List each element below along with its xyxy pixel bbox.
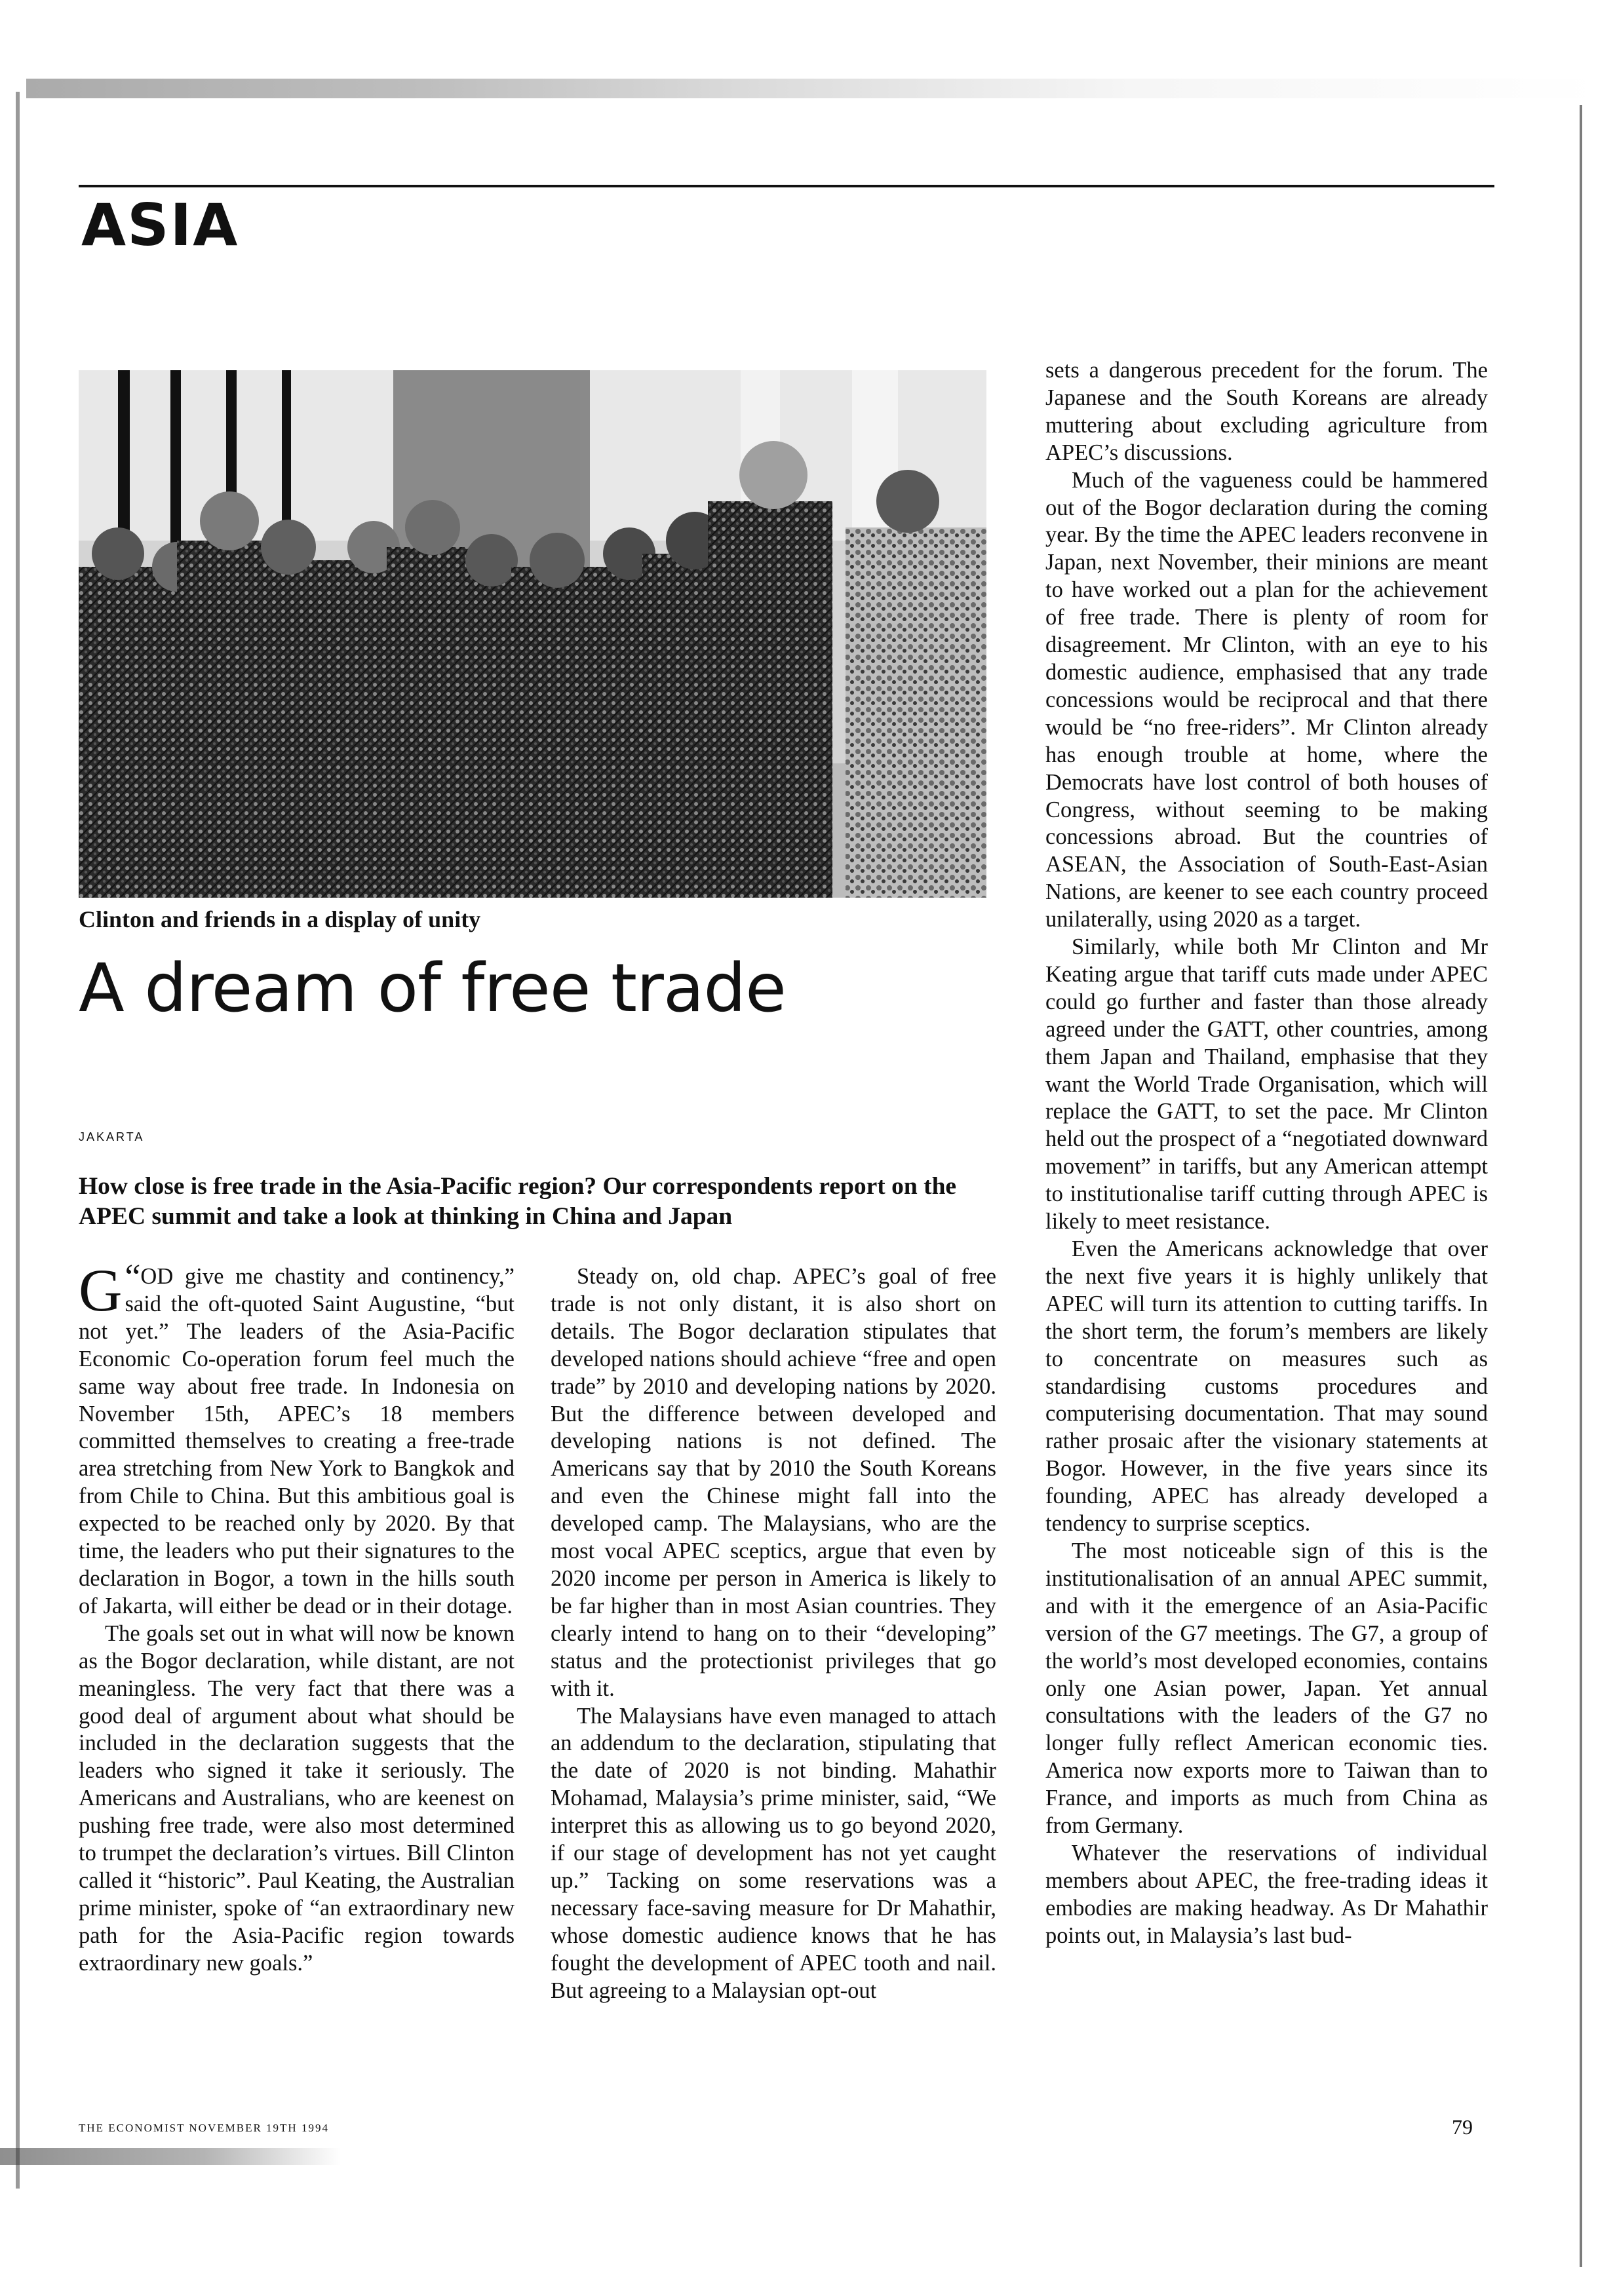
lead-quote-mark: “ <box>125 1257 141 1296</box>
scan-edge-right <box>1580 105 1582 2267</box>
standfirst: How close is free trade in the Asia-Pacific region? Our correspondents report on the APEC summit and take a look at thinking in China and Japan <box>79 1173 957 1231</box>
lead-paragraph-text: OD give me chastity and continency,” said the oft-quoted Saint Augustine, “but not yet.” The leaders of the Asia-Pacific Economic Co-operation forum feel much the same way about free trade. In Indonesia on November 15th, APEC’s 18 members committed themselves to creating a free-trade area stretching from New York to Bangkok and from Chile to China. But this ambitious goal is expected to be reached only by 2020. By that time, the leaders who put their signatures to the declaration in Bogor, a town in the hills south of Jakarta, will either be dead or in their dotage. <box>79 1264 515 1618</box>
section-rule <box>79 185 1494 187</box>
article-paragraph: Even the Americans acknowledge that over the next five years it is highly unlikely that APEC will turn its attention to cutting tariffs. In the short term, the forum’s members are likely to concentrate on measures such as standardising customs procedures and computerising documentation. That may sound rather prosaic after the visionary statements at Bogor. However, in the five years since its founding, APEC has already developed a tendency to surprise sceptics. <box>1045 1236 1488 1537</box>
article-paragraph: Similarly, while both Mr Clinton and Mr Keating argue that tariff cuts made under APEC could go further and faster than those already agreed under the GATT, other countries, among them Japan and Thailand, emphasise that they want the World Trade Organisation, which will replace the GATT, to set the pace. Mr Clinton held out the prospect of a “negotiated downward movement” in tariffs, but any American attempt to institutionalise tariff cutting through APEC is likely to meet resistance. <box>1045 934 1488 1234</box>
dateline: JAKARTA <box>79 1130 145 1143</box>
article-paragraph: The goals set out in what will now be known as the Bogor declaration, while distant, are not meaningless. The very fact that there was a good deal of argument about what should be included in the declaration suggests that the leaders who signed it take it seriously. The Americans and Australians, who are keenest on pushing free trade, were also most determined to trumpet the declaration’s virtues. Bill Clinton called it “historic”. Paul Keating, the Australian prime minister, spoke of “an extraordinary new path for the Asia-Pacific region towards extraordinary new goals.” <box>79 1620 515 1976</box>
page-number: 79 <box>1452 2115 1473 2139</box>
scan-edge-top <box>26 79 1599 98</box>
scan-edge-bottom <box>0 2148 341 2165</box>
scan-edge-left <box>16 92 20 2189</box>
section-title: ASIA <box>81 191 239 259</box>
article-paragraph: sets a dangerous precedent for the forum. The Japanese and the South Koreans are already muttering about excluding agriculture from APEC’s discussions. <box>1045 358 1488 465</box>
summit-photo <box>79 370 986 898</box>
drop-cap: G <box>79 1257 123 1324</box>
article-paragraph: Steady on, old chap. APEC’s goal of free trade is not only distant, it is also short on details. The Bogor declaration stipulates that developed nations should achieve “free and open trade” by 2010 and developing nations by 2020. But the difference between developed and developing nations is not defined. The Americans say that by 2010 the South Koreans and even the Chinese might fall into the developed camp. The Malaysians, who are the most vocal APEC sceptics, argue that even by 2020 income per person in America is likely to be far higher than in most Asian countries. They clearly intend to hang on to their “developing” status and the protectionist privileges that go with it. <box>551 1264 996 1701</box>
photo-caption: Clinton and friends in a display of unity <box>79 906 481 932</box>
folio: THE ECONOMIST NOVEMBER 19TH 1994 <box>79 2122 329 2134</box>
article-column-3 <box>1045 357 1488 1950</box>
article-paragraph: The Malaysians have even managed to attach an addendum to the declaration, stipulating that the date of 2020 is not binding. Mahathir Mohamad, Malaysia’s prime minister, said, “We interpret this as allowing us to go beyond 2020, if our stage of development has not yet caught up.” Tacking on some reservations was a necessary face-saving measure for Dr Mahathir, whose domestic audience knows that he has fought the development of APEC tooth and nail. But agreeing to a Malaysian opt-out <box>551 1703 996 2003</box>
article-column-1 <box>79 1257 515 1978</box>
article-column-2 <box>551 1263 996 2004</box>
headline: A dream of free trade <box>79 949 786 1027</box>
article-paragraph: Much of the vagueness could be hammered out of the Bogor declaration during the coming year. By the time the APEC leaders reconvene in Japan, next November, their minions are meant to have worked out a plan for the achievement of free trade. There is plenty of room for disagreement. Mr Clinton, with an eye to his domestic audience, emphasised that any trade concessions would be reciprocal and that there would be “no free-riders”. Mr Clinton already has enough trouble at home, where the Democrats have lost control of both houses of Congress, without seeming to be making concessions abroad. But the countries of ASEAN, the Association of South-East-Asian Nations, are keener to see each country proceed unilaterally, using 2020 as a target. <box>1045 467 1488 932</box>
article-paragraph <box>79 1257 515 1620</box>
article-paragraph: Whatever the reservations of individual members about APEC, the free-trading ideas it embodies are making headway. As Dr Mahathir points out, in Malaysia’s last bud- <box>1045 1840 1488 1948</box>
article-paragraph: The most noticeable sign of this is the institutionalisation of an annual APEC summit, and with it the emergence of an Asia-Pacific version of the G7 meetings. The G7, a group of the world’s most developed economies, contains only one Asian power, Japan. Yet annual consultations with the leaders of the G7 no longer fully reflect American economic ties. America now exports more to Taiwan than to France, and imports as much from China as from Germany. <box>1045 1538 1488 1839</box>
